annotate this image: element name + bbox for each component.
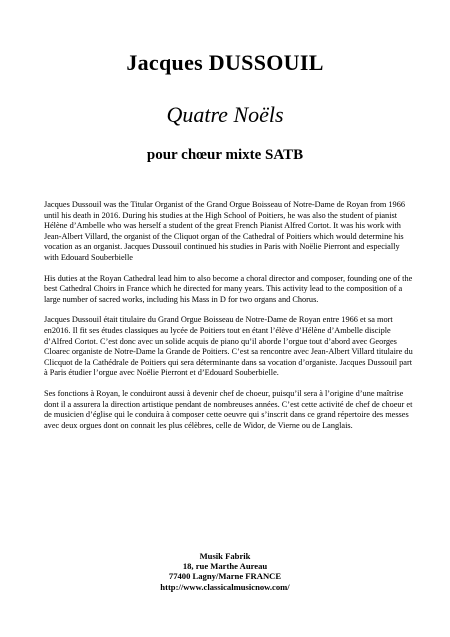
publisher-name: Musik Fabrik [199,551,251,561]
paragraph-english-2: His duties at the Royan Cathedral lead him to also become a choral director and composer, founding one of the best Cathedral Choirs in France which he directed for many years. This activity lead to the composition of a large number of sacred works, including his Mass in D for two organs and Chorus. [44,273,413,304]
publisher-block [0,551,450,592]
work-subtitle: pour chœur mixte SATB [146,147,304,163]
publisher-url[interactable]: http://www.classicalmusicnow.com/ [160,581,290,592]
biography-text [44,200,414,441]
paragraph-english-1: Jacques Dussouil was the Titular Organist of the Grand Orgue Boisseau of Notre-Dame de Royan from 1966 until his death in 2016. During his studies at the High School of Poitiers, he was also the student of pianist Hélène d’Ambelle who was herself a student of the great French Pianist Alfred Cortot. It was his work with Jean-Albert Villard, the organist of the Cliquot organ of the Cathedral of Poitiers which would determine his vocation as an organist. Jacques Dussouil continued his studies in Paris with Noëlie Pierront and especially with Edouard Souberbielle [44,200,406,262]
publisher-street: 18, rue Marthe Aureau [182,561,268,572]
work-title: Quatre Noëls [166,102,284,127]
paragraph-french-2: Ses fonctions à Royan, le conduiront aussi à devenir chef de choeur, puisqu’il sera à l’origine d’une maîtrise dont il a assurera la direction artistique pendant de nombreuses années. C’est cette activité de chef de choeur et de musicien d’église qui le conduira à composer cette oeuvre qui s’inscrit dans ce grand répertoire des messes avec deux orgues dont on connait les plus célèbres, celle de Widor, de Vierne ou de Langlais. [44,388,413,430]
paragraph-french-1: Jacques Dussouil était titulaire du Grand Orgue Boisseau de Notre-Dame de Royan entre 1966 et sa mort en2016. Il fit ses études classiques au lycée de Poitiers tout en étant l’élève d’Hélène d’Ambelle disciple d’Alfred Cortot. C’est donc avec un solide acquis de piano qu’il aborde l’orgue tout d’abord avec Georges Cloarec organiste de Notre-Dame la Grande de Poitiers. C’est sa rencontre avec Jean-Albert Villard titulaire du Clicquot de la Cathédrale de Poitiers qui sera déterminante dans sa vocation d’organiste. Jacques Dussouil part à Paris étudier l’orgue avec Noëlie Pierront et d’Edouard Souberbielle. [44,315,413,378]
composer-name: Jacques DUSSOUIL [126,50,324,75]
publisher-city: 77400 Lagny/Marne FRANCE [168,571,282,582]
